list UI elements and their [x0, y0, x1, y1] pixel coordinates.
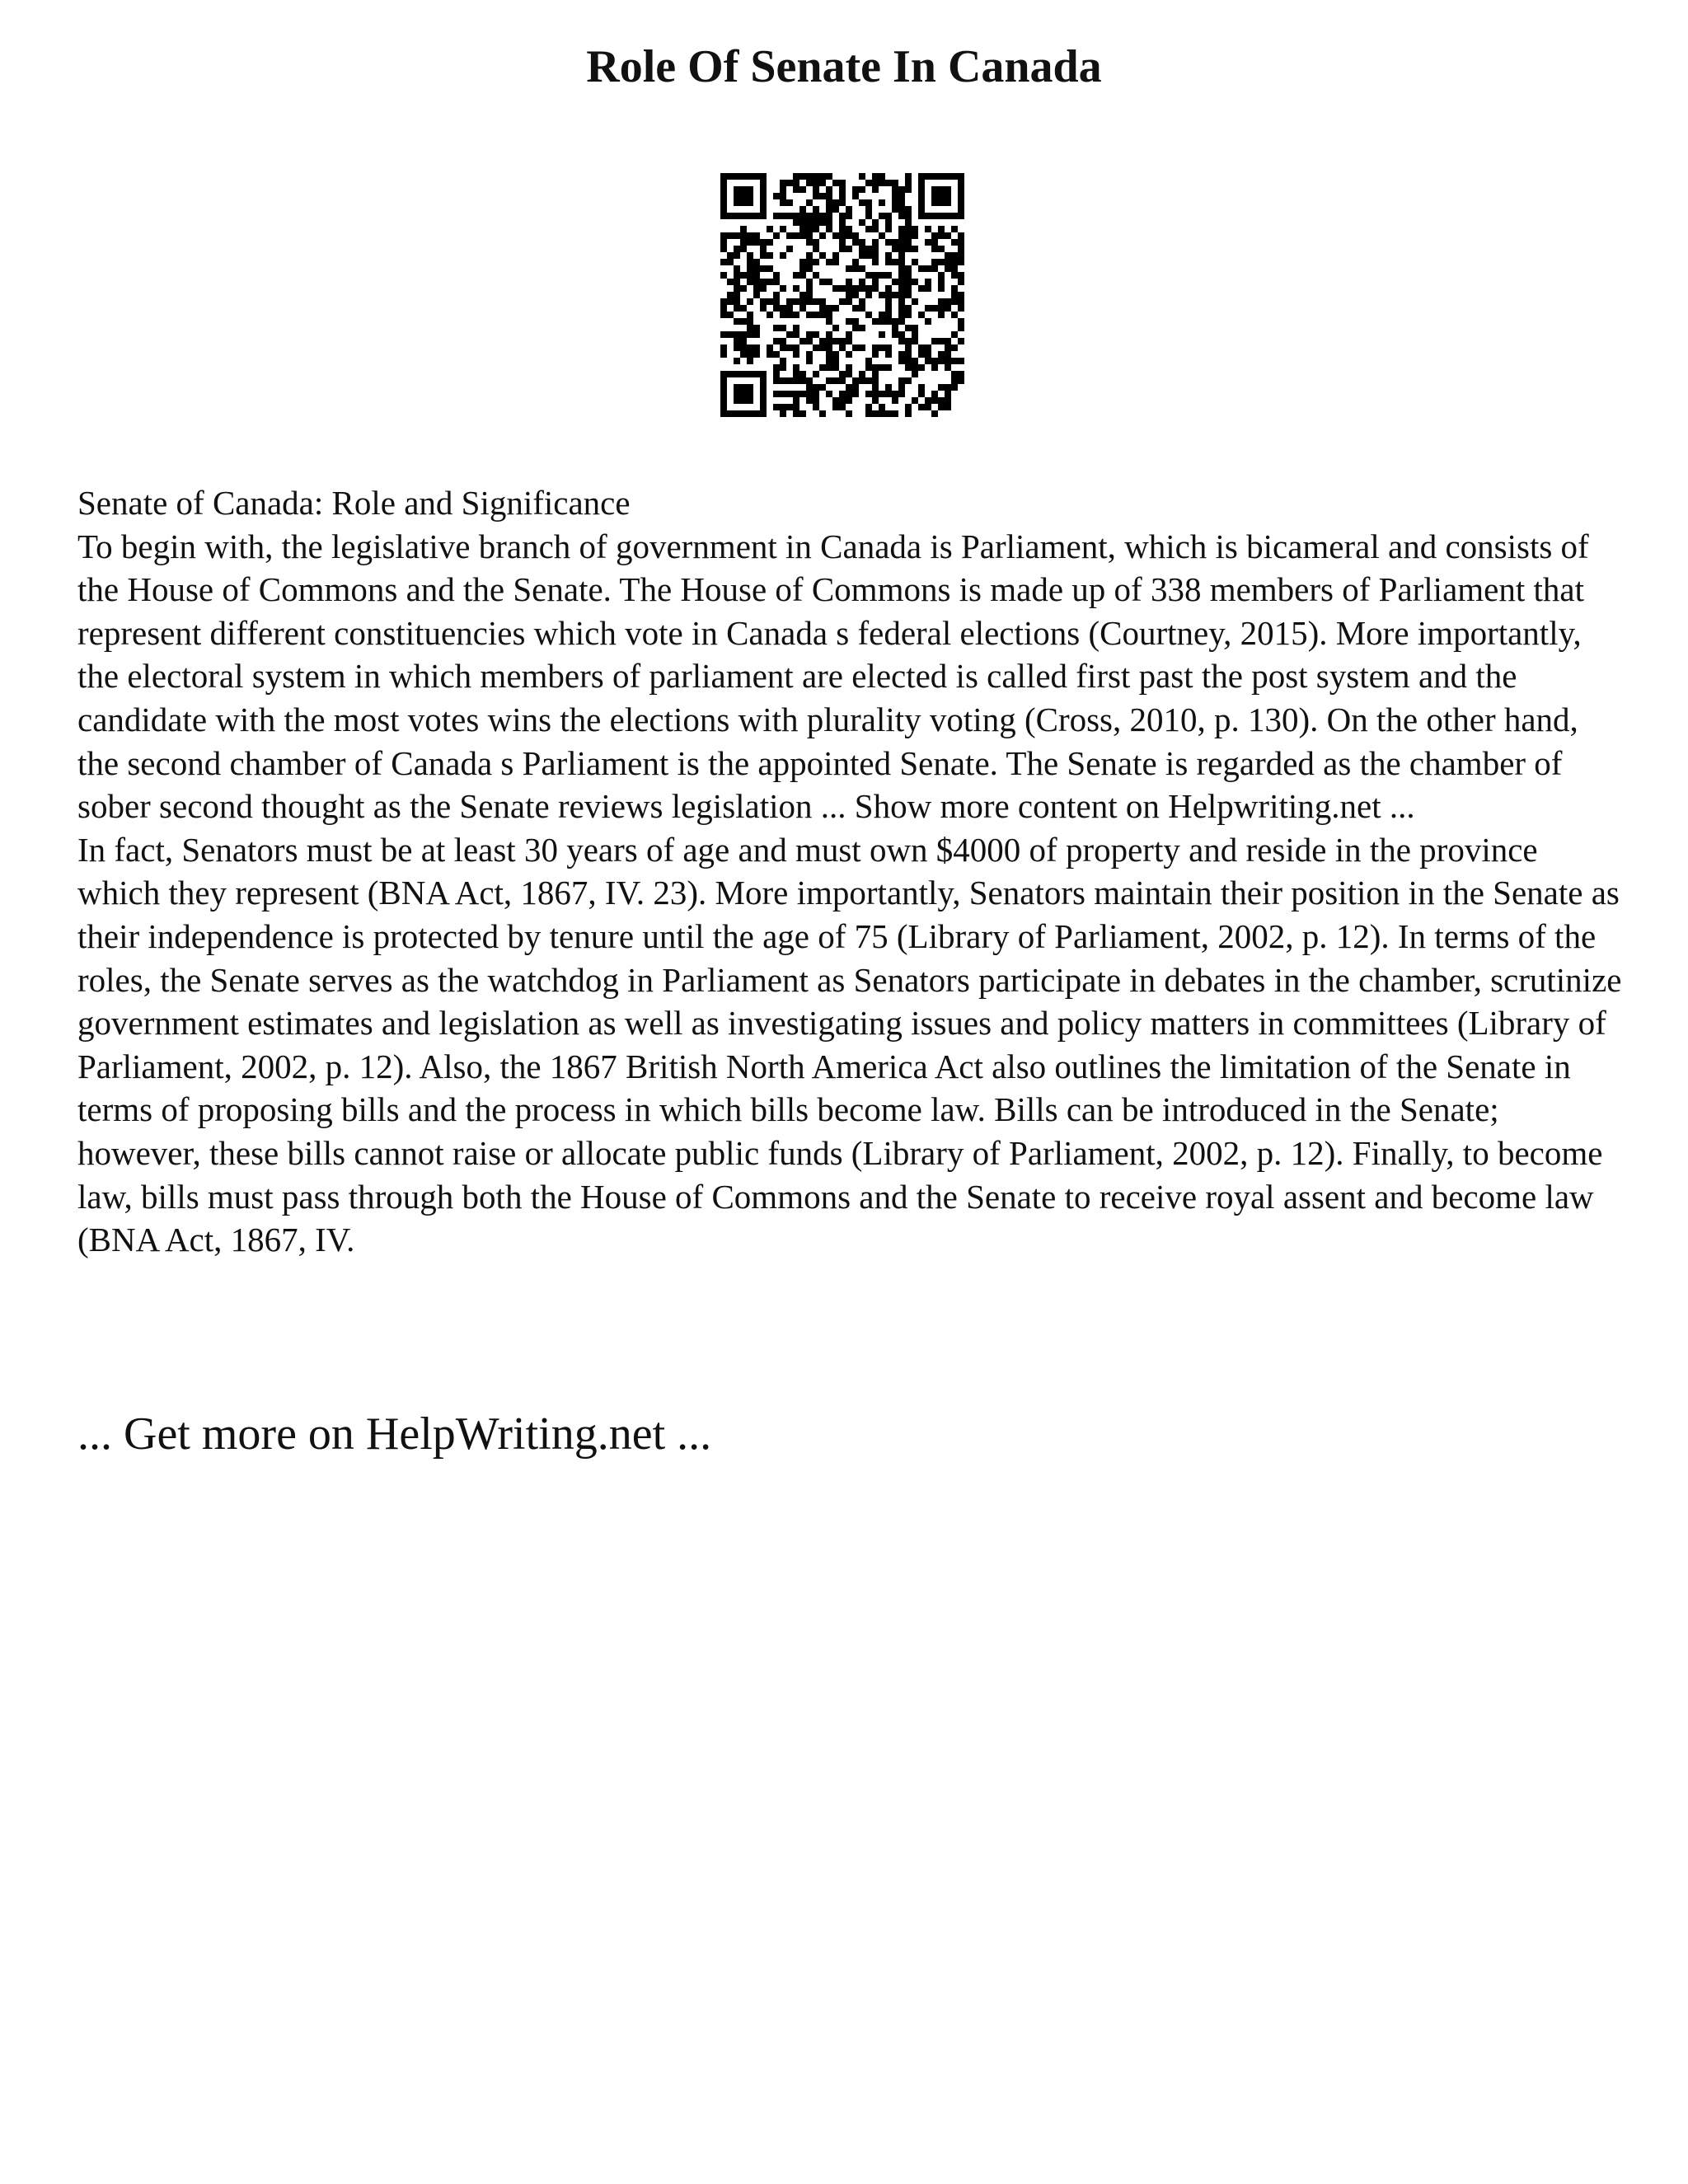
section-heading: Senate of Canada: Role and Significance: [77, 484, 631, 522]
article-body: [77, 481, 1627, 1262]
qr-code-icon: [720, 173, 964, 417]
get-more-link[interactable]: ... Get more on HelpWriting.net ...: [77, 1408, 712, 1460]
paragraph-2: In fact, Senators must be at least 30 years of age and must own $4000 of property and reside in the province which they represent (BNA Act, 1867, IV. 23). More importantly, Senators maintain their position in the Senate as their independence is protected by tenure until the age of 75 (Library of Parliament, 2002, p. 12). In terms of the roles, the Senate serves as the watchdog in Parliament as Senators participate in debates in the chamber, scrutinize government estimates and legislation as well as investigating issues and policy matters in committees (Library of Parliament, 2002, p. 12). Also, the 1867 British North America Act also outlines the limitation of the Senate in terms of proposing bills and the process in which bills become law. Bills can be introduced in the Senate; however, these bills cannot raise or allocate public funds (Library of Parliament, 2002, p. 12). Finally, to become law, bills must pass through both the House of Commons and the Senate to receive royal assent and become law (BNA Act, 1867, IV.: [77, 830, 1622, 1259]
paragraph-1: To begin with, the legislative branch of government in Canada is Parliament, which is bicameral and consists of the House of Commons and the Senate. The House of Commons is made up of 338 members of Parliament that represent different constituencies which vote in Canada s federal elections (Courtney, 2015). More importantly, the electoral system in which members of parliament are elected is called first past the post system and the candidate with the most votes wins the elections with plurality voting (Cross, 2010, p. 130). On the other hand, the second chamber of Canada s Parliament is the appointed Senate. The Senate is regarded as the chamber of sober second thought as the Senate reviews legislation ... Show more content on Helpwriting.net ...: [77, 527, 1589, 826]
page-title: Role Of Senate In Canada: [586, 41, 1102, 92]
